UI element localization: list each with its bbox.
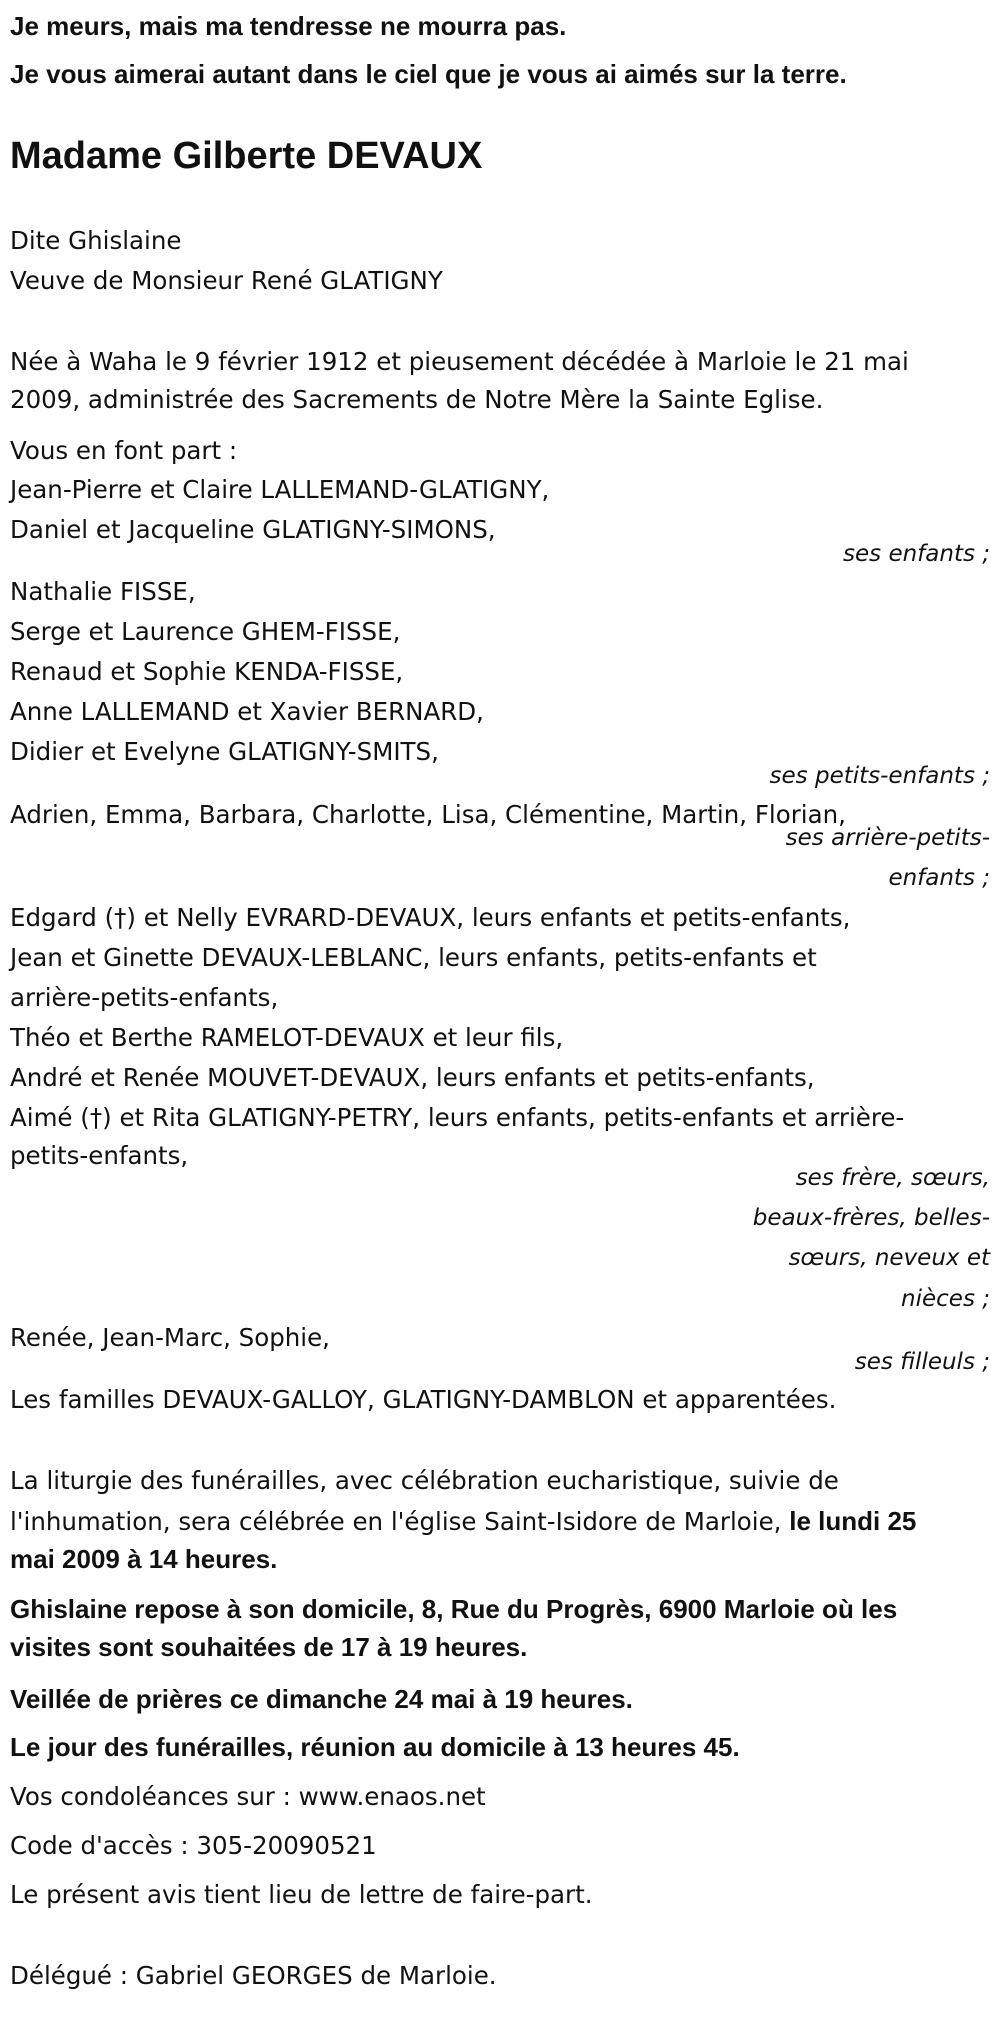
- quote-line: Je vous aimerai autant dans le ciel que je vous ai aimés sur la terre.: [10, 59, 847, 89]
- funeral-date: le lundi 25: [789, 1506, 917, 1536]
- family-line: Théo et Berthe RAMELOT-DEVAUX et leur fils,: [10, 1023, 564, 1052]
- family-line: arrière-petits-enfants,: [10, 983, 279, 1012]
- family-line: Jean-Pierre et Claire LALLEMAND-GLATIGNY,: [10, 475, 550, 504]
- nickname: Dite Ghislaine: [10, 226, 182, 255]
- relation-label: ses enfants ;: [843, 541, 990, 567]
- funeral-date: mai 2009 à 14 heures.: [10, 1544, 278, 1574]
- visit-text: Ghislaine repose à son domicile, 8, Rue du Progrès, 6900 Marloie où les: [10, 1594, 898, 1624]
- family-line: Jean et Ginette DEVAUX-LEBLANC, leurs enfants, petits-enfants et: [10, 943, 817, 972]
- family-line: Serge et Laurence GHEM-FISSE,: [10, 617, 401, 646]
- family-line: Daniel et Jacqueline GLATIGNY-SIMONS,: [10, 515, 496, 544]
- access-code: Code d'accès : 305-20090521: [10, 1831, 377, 1860]
- visit-text: visites sont souhaitées de 17 à 19 heures.: [10, 1632, 528, 1662]
- condolences-text: Vos condoléances sur : www.enaos.net: [10, 1782, 486, 1811]
- delegate-text: Délégué : Gabriel GEORGES de Marloie.: [10, 1961, 497, 1990]
- family-line: Edgard (†) et Nelly EVRARD-DEVAUX, leurs enfants et petits-enfants,: [10, 903, 851, 932]
- relation-label: beaux-frères, belles-: [752, 1205, 990, 1231]
- notice-text: Le présent avis tient lieu de lettre de faire-part.: [10, 1880, 593, 1909]
- meeting-text: Le jour des funérailles, réunion au domicile à 13 heures 45.: [10, 1732, 740, 1762]
- relation-label: nièces ;: [901, 1286, 990, 1312]
- relation-label: sœurs, neveux et: [788, 1245, 990, 1271]
- family-line: Didier et Evelyne GLATIGNY-SMITS,: [10, 737, 439, 766]
- announce-text: Vous en font part :: [10, 436, 238, 465]
- birth-death-text: Née à Waha le 9 février 1912 et pieusement décédée à Marloie le 21 mai: [10, 347, 909, 376]
- vigil-text: Veillée de prières ce dimanche 24 mai à 19 heures.: [10, 1684, 633, 1714]
- relation-label: ses frère, sœurs,: [795, 1165, 990, 1191]
- relation-label: ses arrière-petits-: [785, 825, 990, 851]
- relation-label: ses petits-enfants ;: [769, 763, 990, 789]
- funeral-text: [10, 1501, 916, 1541]
- family-line: petits-enfants,: [10, 1141, 189, 1170]
- relation-label: enfants ;: [888, 865, 990, 891]
- birth-death-text: 2009, administrée des Sacrements de Notre Mère la Sainte Eglise.: [10, 385, 824, 414]
- quote-line: Je meurs, mais ma tendresse ne mourra pas.: [10, 11, 567, 41]
- family-line: Anne LALLEMAND et Xavier BERNARD,: [10, 697, 484, 726]
- family-line: Aimé (†) et Rita GLATIGNY-PETRY, leurs enfants, petits-enfants et arrière-: [10, 1103, 905, 1132]
- funeral-text-part: l'inhumation, sera célébrée en l'église Saint-Isidore de Marloie,: [10, 1507, 790, 1536]
- family-line: André et Renée MOUVET-DEVAUX, leurs enfants et petits-enfants,: [10, 1063, 815, 1092]
- family-line: Nathalie FISSE,: [10, 577, 196, 606]
- funeral-text: La liturgie des funérailles, avec célébration eucharistique, suivie de: [10, 1466, 839, 1495]
- relation-label: ses filleuls ;: [854, 1349, 990, 1375]
- family-line: Adrien, Emma, Barbara, Charlotte, Lisa, Clémentine, Martin, Florian,: [10, 800, 846, 829]
- family-line: Renaud et Sophie KENDA-FISSE,: [10, 657, 404, 686]
- widow-of: Veuve de Monsieur René GLATIGNY: [10, 266, 443, 295]
- page-title: Madame Gilberte DEVAUX: [10, 135, 483, 177]
- family-line: Renée, Jean-Marc, Sophie,: [10, 1323, 330, 1352]
- family-line: Les familles DEVAUX-GALLOY, GLATIGNY-DAMBLON et apparentées.: [10, 1385, 837, 1414]
